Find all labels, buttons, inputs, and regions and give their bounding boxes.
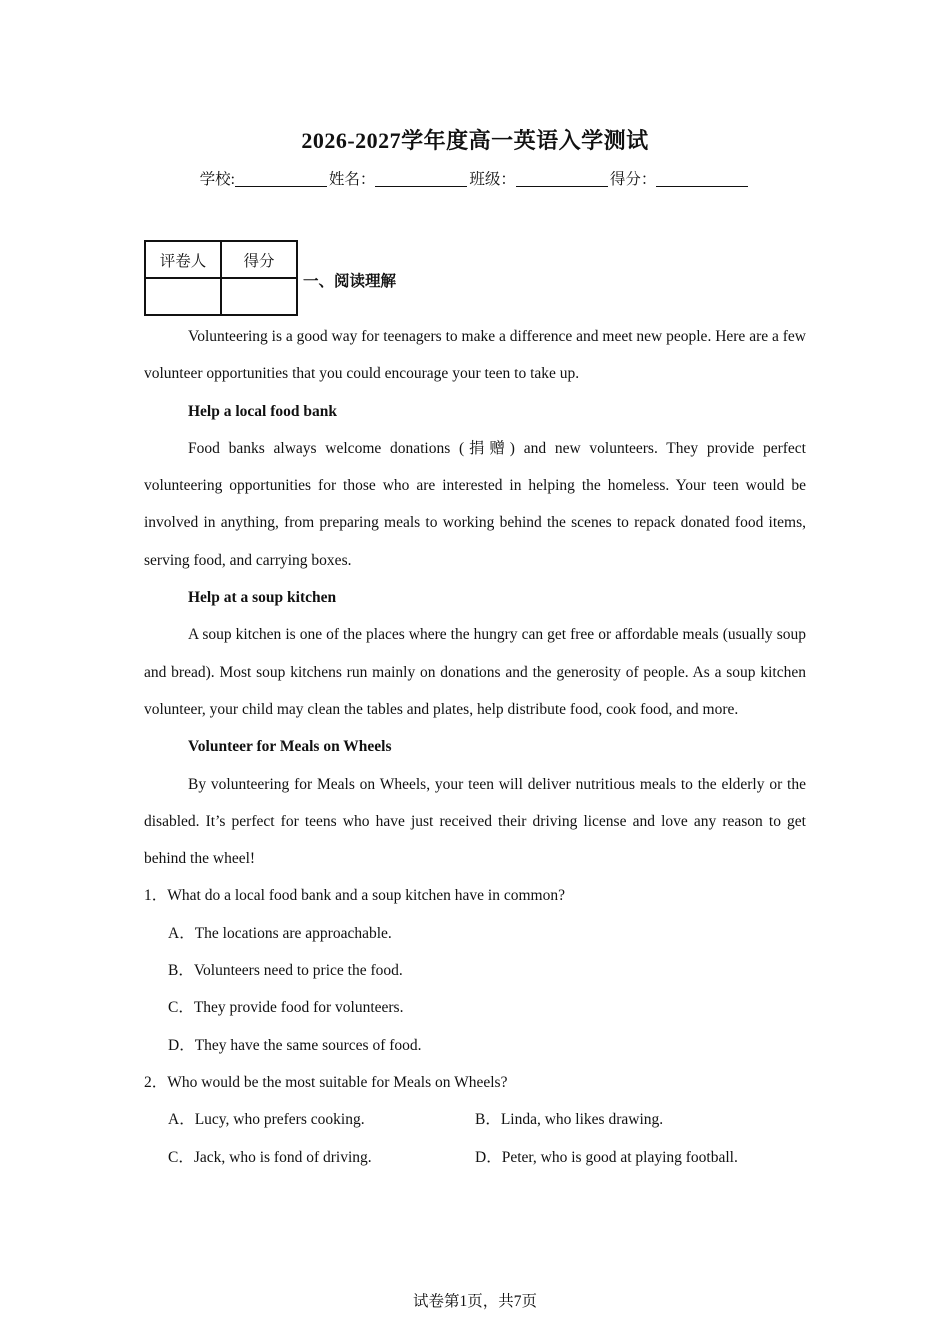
grader-header: 评卷人	[145, 241, 221, 278]
option-c: C．Jack, who is fond of driving.	[168, 1148, 372, 1166]
score-header: 得分	[221, 241, 297, 278]
question-stem: 1．What do a local food bank and a soup kitchen have in common?	[144, 887, 565, 905]
grader-table	[144, 240, 298, 316]
passage-paragraph: Food banks always welcome donations (捐赠) and new volunteers. They provide perfect volunteering opportunities for those who are interested in helping the homeless. Your teen would be involved in anything, from preparing meals to working behind the scenes to repack donated food items, serving food, and carrying boxes.	[144, 439, 806, 569]
option-b: B．Linda, who likes drawing.	[475, 1111, 664, 1129]
section-title: 一、阅读理解	[303, 273, 397, 290]
score-blank	[656, 170, 748, 187]
passage-paragraph: By volunteering for Meals on Wheels, your teen will deliver nutritious meals to the elderly or the disabled. It’s perfect for teens who have just received their driving license and love any reason to get behind the wheel!	[144, 775, 806, 868]
option-c: C．They provide food for volunteers.	[168, 999, 404, 1017]
passage-intro: Volunteering is a good way for teenagers to make a difference and meet new people. Here are a few volunteer opportunities that you could encourage your teen to take up.	[144, 328, 806, 383]
passage-paragraph: A soup kitchen is one of the places where the hungry can get free or affordable meals (usually soup and bread). Most soup kitchens run mainly on donations and the generosity of people. As a soup kitchen volunteer, your child may clean the tables and plates, help distribute food, cook food, and more.	[144, 626, 806, 718]
question-stem: 2．Who would be the most suitable for Meals on Wheels?	[144, 1073, 508, 1091]
passage-heading: Volunteer for Meals on Wheels	[188, 738, 392, 756]
passage-heading: Help a local food bank	[188, 402, 337, 420]
score-cell	[221, 278, 297, 315]
option-a: A．Lucy, who prefers cooking.	[168, 1111, 365, 1129]
school-blank	[235, 170, 327, 187]
school-label: 学校:	[199, 171, 235, 188]
option-d: D．They have the same sources of food.	[168, 1036, 422, 1054]
option-b: B．Volunteers need to price the food.	[168, 962, 403, 980]
student-info-line	[0, 167, 950, 189]
name-blank	[375, 170, 467, 187]
option-row	[144, 1139, 806, 1176]
grader-cell	[145, 278, 221, 315]
option-row	[144, 1101, 806, 1138]
option-d: D．Peter, who is good at playing football.	[475, 1148, 738, 1166]
reading-content	[144, 318, 806, 1176]
passage-heading: Help at a soup kitchen	[188, 589, 337, 607]
option-a: A．The locations are approachable.	[168, 924, 392, 942]
name-label: 姓名：	[328, 171, 376, 188]
page-footer: 试卷第1页，共7页	[412, 1293, 537, 1310]
class-blank	[516, 170, 608, 187]
score-label: 得分：	[609, 171, 657, 188]
class-label: 班级：	[469, 171, 516, 188]
page-title: 2026-2027学年度高一英语入学测试	[301, 128, 649, 153]
